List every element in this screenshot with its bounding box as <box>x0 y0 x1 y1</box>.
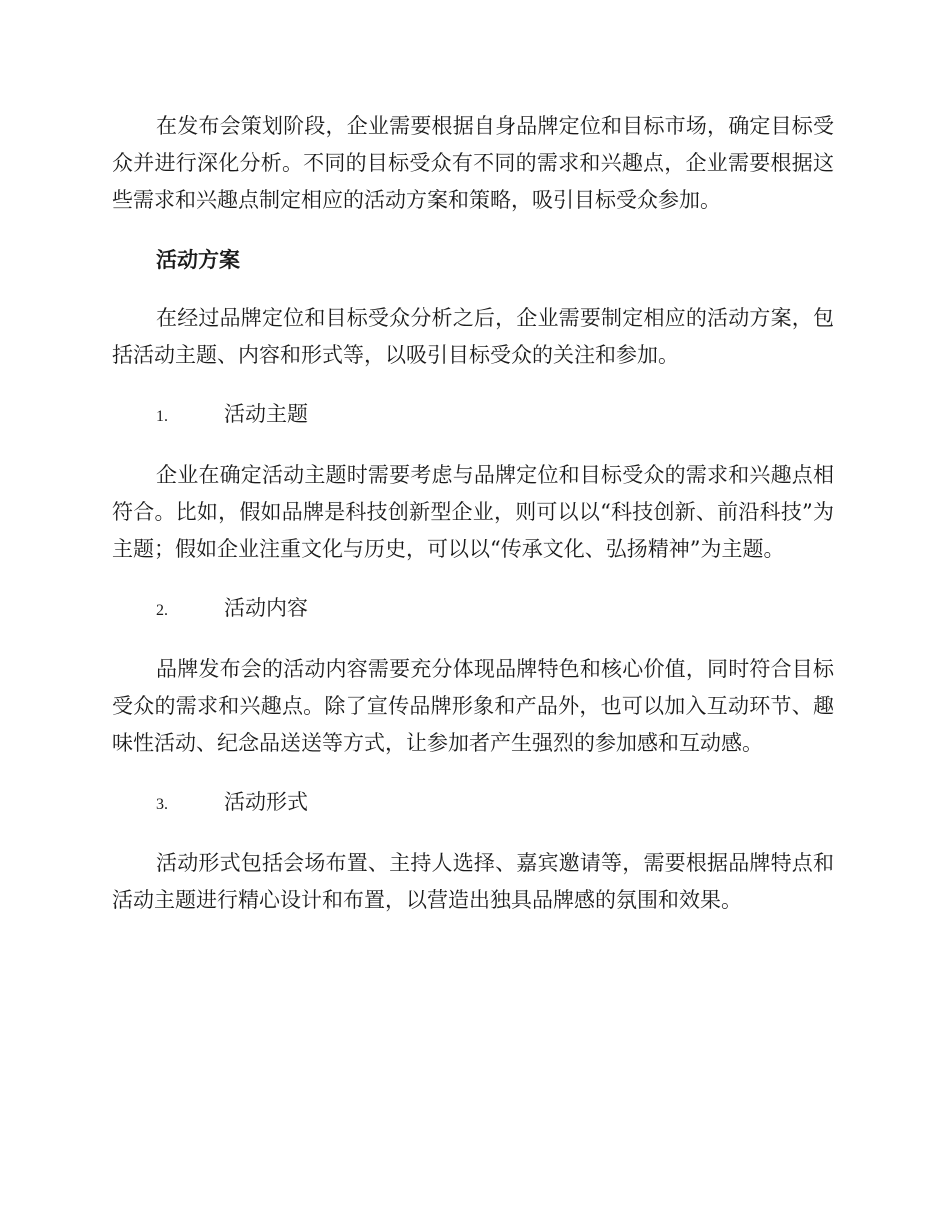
list-item-format <box>112 784 834 823</box>
list-number: 2. <box>156 602 168 619</box>
section-heading: 活动方案 <box>156 247 240 272</box>
document-page <box>112 108 834 941</box>
section-intro-paragraph: 在经过品牌定位和目标受众分析之后，企业需要制定相应的活动方案，包括活动主题、内容和形式等，以吸引目标受众的关注和参加。 <box>112 306 834 367</box>
format-paragraph: 活动形式包括会场布置、主持人选择、嘉宾邀请等，需要根据品牌特点和活动主题进行精心设计和布置，以营造出独具品牌感的氛围和效果。 <box>112 851 834 912</box>
list-title: 活动主题 <box>224 402 308 426</box>
content-paragraph: 品牌发布会的活动内容需要充分体现品牌特色和核心价值，同时符合目标受众的需求和兴趣点。除了宣传品牌形象和产品外，也可以加入互动环节、趣味性活动、纪念品送送等方式，让参加者产生强烈的参加感和互动感。 <box>112 657 834 755</box>
list-number: 3. <box>156 796 168 813</box>
list-title: 活动内容 <box>224 596 308 620</box>
theme-paragraph: 企业在确定活动主题时需要考虑与品牌定位和目标受众的需求和兴趣点相符合。比如，假如品牌是科技创新型企业，则可以以“科技创新、前沿科技”为主题；假如企业注重文化与历史，可以以“传承文化、弘扬精神”为主题。 <box>112 463 834 561</box>
list-number: 1. <box>156 408 168 425</box>
list-item-content <box>112 590 834 629</box>
list-title: 活动形式 <box>224 790 308 814</box>
intro-paragraph: 在发布会策划阶段，企业需要根据自身品牌定位和目标市场，确定目标受众并进行深化分析。不同的目标受众有不同的需求和兴趣点，企业需要根据这些需求和兴趣点制定相应的活动方案和策略，吸引目标受众参加。 <box>112 114 834 212</box>
list-item-theme <box>112 396 834 435</box>
